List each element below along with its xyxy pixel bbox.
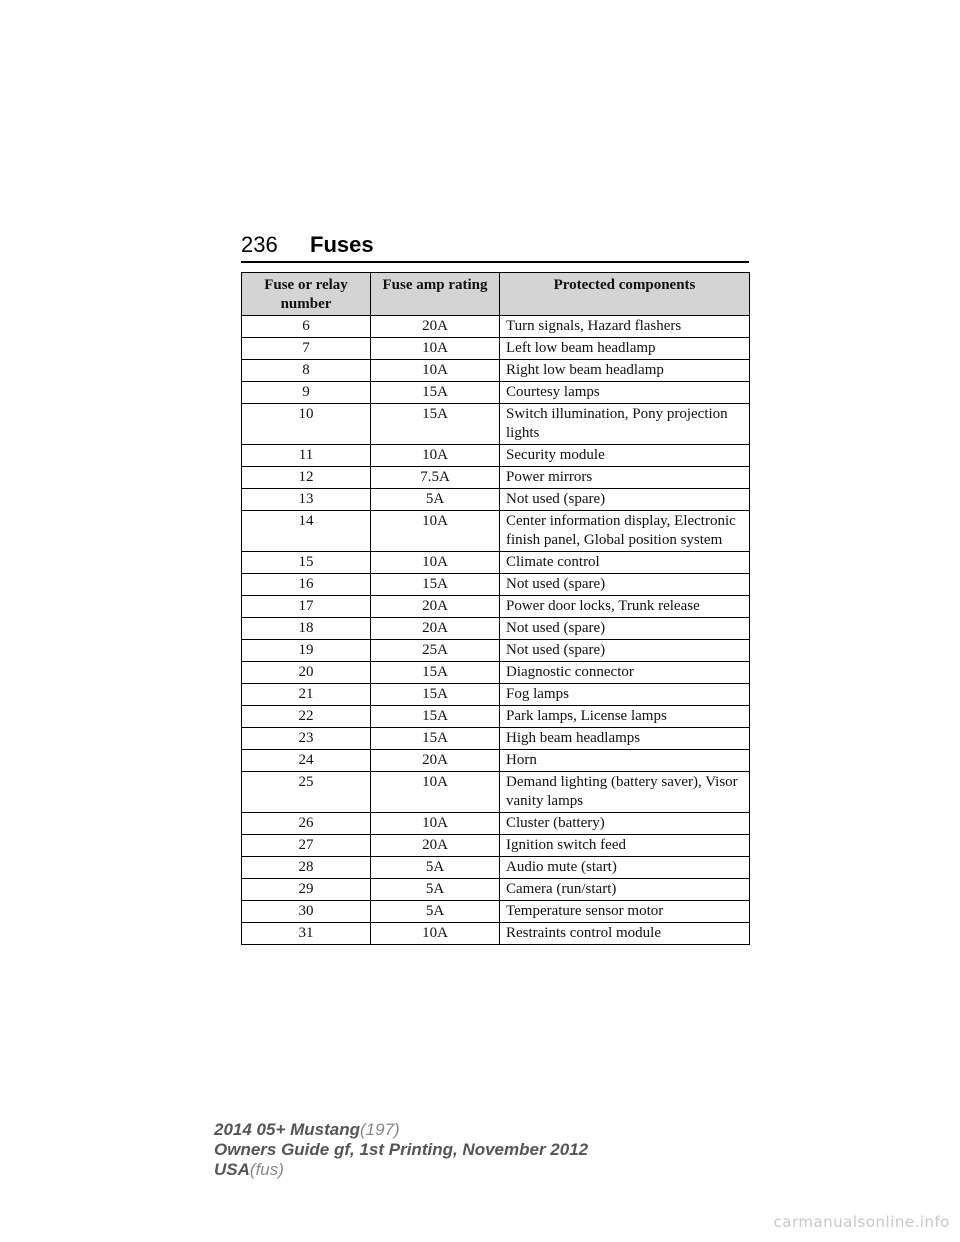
protected-components-cell: Security module [500,445,750,467]
amp-rating-cell: 20A [371,835,500,857]
table-row [242,511,750,552]
protected-components-cell: Not used (spare) [500,574,750,596]
amp-rating-cell: 15A [371,706,500,728]
protected-components-cell: Left low beam headlamp [500,338,750,360]
table-row [242,445,750,467]
protected-components-cell: Not used (spare) [500,640,750,662]
protected-components-cell: Climate control [500,552,750,574]
amp-rating-cell: 10A [371,772,500,813]
print-footer [214,1120,588,1180]
amp-rating-cell: 15A [371,382,500,404]
column-header-protected-components: Protected components [500,273,750,316]
amp-rating-cell: 5A [371,857,500,879]
fuse-number-cell: 20 [242,662,371,684]
protected-components-cell: Restraints control module [500,923,750,945]
table-row [242,618,750,640]
page-number: 236 [241,232,278,257]
protected-components-cell: Temperature sensor motor [500,901,750,923]
fuse-number-cell: 8 [242,360,371,382]
fuse-number-cell: 30 [242,901,371,923]
protected-components-cell: Park lamps, License lamps [500,706,750,728]
table-header-row [242,273,750,316]
protected-components-cell: Power mirrors [500,467,750,489]
amp-rating-cell: 20A [371,596,500,618]
protected-components-cell: Not used (spare) [500,489,750,511]
fuse-table [241,272,750,945]
protected-components-cell: Demand lighting (battery saver), Visor vanity lamps [500,772,750,813]
amp-rating-cell: 15A [371,684,500,706]
footer-section-code: (fus) [249,1160,284,1179]
fuse-number-cell: 23 [242,728,371,750]
table-row [242,684,750,706]
footer-line-2: Owners Guide gf, 1st Printing, November 2012 [214,1140,589,1159]
fuse-number-cell: 16 [242,574,371,596]
fuse-number-cell: 26 [242,813,371,835]
table-row [242,879,750,901]
table-row [242,360,750,382]
table-row [242,813,750,835]
amp-rating-cell: 15A [371,574,500,596]
fuse-number-cell: 28 [242,857,371,879]
protected-components-cell: Not used (spare) [500,618,750,640]
fuse-number-cell: 13 [242,489,371,511]
table-row [242,316,750,338]
amp-rating-cell: 10A [371,813,500,835]
amp-rating-cell: 10A [371,552,500,574]
table-row [242,382,750,404]
fuse-number-cell: 29 [242,879,371,901]
protected-components-cell: Switch illumination, Pony projection lights [500,404,750,445]
table-row [242,728,750,750]
footer-model: 2014 05+ Mustang [214,1120,360,1139]
amp-rating-cell: 15A [371,404,500,445]
column-header-fuse-number: Fuse or relay number [242,273,371,316]
protected-components-cell: Power door locks, Trunk release [500,596,750,618]
fuse-number-cell: 25 [242,772,371,813]
table-row [242,552,750,574]
table-row [242,923,750,945]
table-row [242,467,750,489]
fuse-number-cell: 31 [242,923,371,945]
amp-rating-cell: 5A [371,879,500,901]
amp-rating-cell: 10A [371,511,500,552]
fuse-number-cell: 15 [242,552,371,574]
fuse-number-cell: 17 [242,596,371,618]
fuse-number-cell: 14 [242,511,371,552]
amp-rating-cell: 5A [371,489,500,511]
table-row [242,338,750,360]
protected-components-cell: Camera (run/start) [500,879,750,901]
protected-components-cell: Right low beam headlamp [500,360,750,382]
table-row [242,640,750,662]
protected-components-cell: High beam headlamps [500,728,750,750]
amp-rating-cell: 20A [371,750,500,772]
table-row [242,489,750,511]
column-header-amp-rating: Fuse amp rating [371,273,500,316]
amp-rating-cell: 10A [371,360,500,382]
protected-components-cell: Courtesy lamps [500,382,750,404]
table-body [242,316,750,945]
fuse-number-cell: 12 [242,467,371,489]
table-row [242,574,750,596]
protected-components-cell: Center information display, Electronic finish panel, Global position system [500,511,750,552]
table-row [242,404,750,445]
footer-code: (197) [360,1120,400,1139]
amp-rating-cell: 7.5A [371,467,500,489]
table-row [242,706,750,728]
table-row [242,835,750,857]
table-row [242,596,750,618]
page-header [241,232,749,262]
footer-market: USA [214,1160,250,1179]
table-row [242,772,750,813]
fuse-number-cell: 18 [242,618,371,640]
amp-rating-cell: 15A [371,728,500,750]
fuse-number-cell: 21 [242,684,371,706]
protected-components-cell: Fog lamps [500,684,750,706]
protected-components-cell: Horn [500,750,750,772]
amp-rating-cell: 20A [371,316,500,338]
fuse-number-cell: 6 [242,316,371,338]
protected-components-cell: Turn signals, Hazard flashers [500,316,750,338]
amp-rating-cell: 15A [371,662,500,684]
header-rule [241,261,749,263]
amp-rating-cell: 10A [371,338,500,360]
amp-rating-cell: 10A [371,445,500,467]
fuse-number-cell: 9 [242,382,371,404]
fuse-number-cell: 7 [242,338,371,360]
fuse-number-cell: 22 [242,706,371,728]
fuse-number-cell: 10 [242,404,371,445]
amp-rating-cell: 20A [371,618,500,640]
amp-rating-cell: 5A [371,901,500,923]
footer-line-1 [214,1120,588,1140]
protected-components-cell: Diagnostic connector [500,662,750,684]
table-row [242,750,750,772]
fuse-number-cell: 11 [242,445,371,467]
protected-components-cell: Audio mute (start) [500,857,750,879]
section-title: Fuses [310,232,374,257]
fuse-number-cell: 19 [242,640,371,662]
table-row [242,901,750,923]
table-row [242,857,750,879]
table-row [242,662,750,684]
amp-rating-cell: 25A [371,640,500,662]
amp-rating-cell: 10A [371,923,500,945]
protected-components-cell: Ignition switch feed [500,835,750,857]
watermark: carmanualsonline.info [773,1213,950,1231]
footer-line-3 [214,1160,588,1180]
protected-components-cell: Cluster (battery) [500,813,750,835]
fuse-number-cell: 27 [242,835,371,857]
fuse-number-cell: 24 [242,750,371,772]
